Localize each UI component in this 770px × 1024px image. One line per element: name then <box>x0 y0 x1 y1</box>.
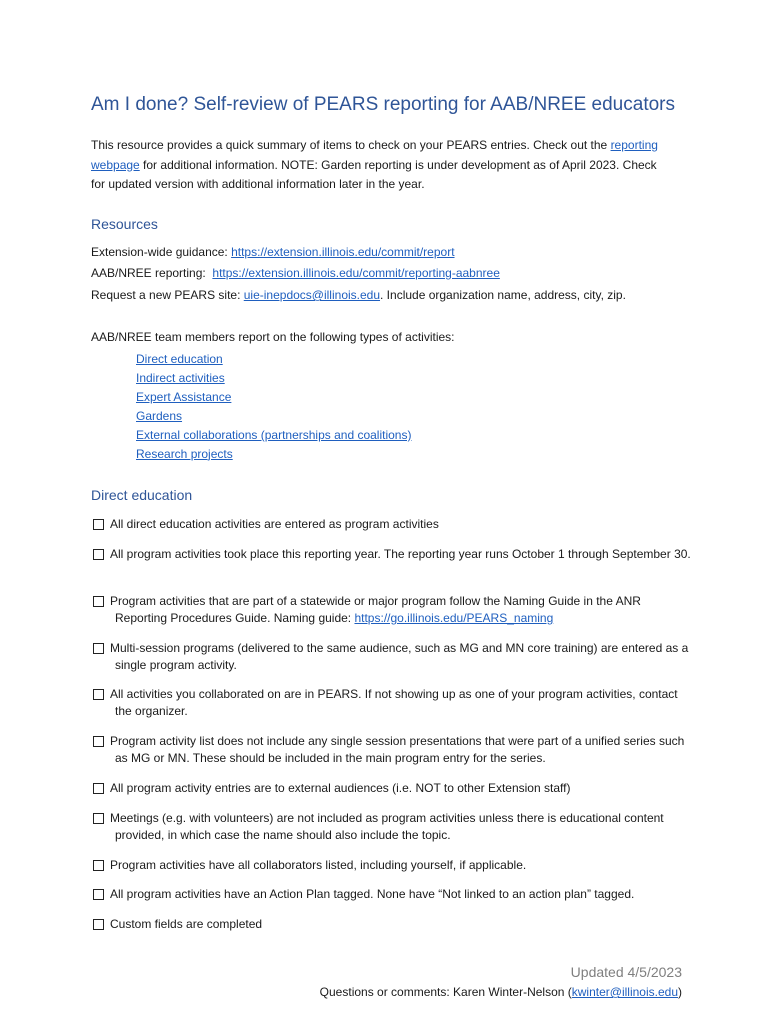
resource-line-aabnree <box>91 266 500 280</box>
checklist-item <box>91 640 691 674</box>
checklist-item <box>91 546 691 563</box>
activity-type-links <box>136 350 411 463</box>
link-expert-assistance[interactable]: Expert Assistance <box>136 389 232 404</box>
direct-education-heading: Direct education <box>91 487 193 503</box>
aabnree-label: AAB/NREE reporting: <box>91 266 213 280</box>
naming-guide-link[interactable]: https://go.illinois.edu/PEARS_naming <box>354 611 554 625</box>
checklist-item-text-naming <box>110 593 691 627</box>
checklist-item <box>91 733 691 767</box>
checkbox[interactable] <box>93 736 104 747</box>
checkbox[interactable] <box>93 549 104 560</box>
naming-text: Program activities that are part of a statewide or major program follow the Naming Guide in the ANR Reporting Procedures Guide. Naming guide: <box>110 594 641 625</box>
checkbox[interactable] <box>93 783 104 794</box>
checklist-item <box>91 886 691 903</box>
link-external-collaborations[interactable]: External collaborations (partnerships and coalitions) <box>136 427 412 442</box>
checklist-item-text: All direct education activities are entered as program activities <box>110 517 439 531</box>
checkbox[interactable] <box>93 889 104 900</box>
checkbox[interactable] <box>93 860 104 871</box>
new-site-label: Request a new PEARS site: <box>91 288 244 302</box>
checklist-item-text: Program activities have all collaborators listed, including yourself, if applicable. <box>110 858 527 872</box>
guidance-label: Extension-wide guidance: <box>91 245 232 259</box>
checklist-item-text: All program activities have an Action Plan tagged. None have “Not linked to an action plan” tagged. <box>110 887 635 901</box>
intro-text-start: This resource provides a quick summary of items to check on your PEARS entries. Check out the <box>91 138 611 152</box>
new-site-suffix: . Include organization name, address, city, zip. <box>380 288 626 302</box>
link-research-projects[interactable]: Research projects <box>136 446 233 461</box>
checklist-item-text: All program activity entries are to external audiences (i.e. NOT to other Extension staff) <box>110 781 571 795</box>
checkbox[interactable] <box>93 813 104 824</box>
page-title: Am I done? Self-review of PEARS reporting for AAB/NREE educators <box>91 94 675 115</box>
resource-line-new-site <box>91 288 626 302</box>
checklist-item <box>91 916 691 933</box>
aabnree-link[interactable]: https://extension.illinois.edu/commit/reporting-aabnree <box>212 266 500 280</box>
checkbox[interactable] <box>93 519 104 530</box>
contact-line <box>320 985 682 999</box>
reporting-webpage-link[interactable]: reporting webpage <box>91 138 658 172</box>
contact-email-link[interactable]: kwinter@illinois.edu <box>571 985 678 999</box>
resources-heading: Resources <box>91 216 158 232</box>
checklist-item <box>91 686 691 720</box>
checklist-item <box>91 857 691 874</box>
checklist-item <box>91 516 691 533</box>
checkbox[interactable] <box>93 919 104 930</box>
contact-label: Questions or comments: Karen Winter-Nelson ( <box>319 985 572 999</box>
link-gardens[interactable]: Gardens <box>136 408 183 423</box>
checklist-item-text: Multi-session programs (delivered to the same audience, such as MG and MN core training) are entered as a single program activity. <box>110 641 689 672</box>
checklist-item-text: Meetings (e.g. with volunteers) are not included as program activities unless there is educational content provided, in which case the name should also include the topic. <box>110 811 664 842</box>
checklist-item-text: All program activities took place this reporting year. The reporting year runs October 1 through September 30. <box>110 547 691 561</box>
intro-paragraph <box>91 136 671 195</box>
checklist-item <box>91 810 691 844</box>
guidance-link[interactable]: https://extension.illinois.edu/commit/report <box>231 245 455 259</box>
checklist-item-text: Custom fields are completed <box>110 917 263 931</box>
checklist-item-text: Program activity list does not include any single session presentations that were part of a unified series such as MG or MN. These should be included in the main program entry for the series. <box>110 734 685 765</box>
checkbox[interactable] <box>93 643 104 654</box>
checklist-item <box>91 780 691 797</box>
new-site-email-link[interactable]: uie-inepdocs@illinois.edu <box>243 288 381 302</box>
link-direct-education[interactable]: Direct education <box>136 352 223 366</box>
checklist-item <box>91 593 691 627</box>
checkbox[interactable] <box>93 689 104 700</box>
updated-date: Updated 4/5/2023 <box>570 964 682 980</box>
checkbox[interactable] <box>93 596 104 607</box>
contact-close-paren: ) <box>678 985 682 999</box>
activity-types-intro: AAB/NREE team members report on the following types of activities: <box>91 330 455 344</box>
intro-text-end: for additional information. NOTE: Garden reporting is under development as of April 2023. Check for updated version with additional information later in the year. <box>91 157 657 191</box>
link-indirect-activities[interactable]: Indirect activities <box>136 370 225 385</box>
checklist-item-text: All activities you collaborated on are in PEARS. If not showing up as one of your program activities, contact the organizer. <box>110 687 678 718</box>
resource-line-guidance <box>91 245 455 259</box>
